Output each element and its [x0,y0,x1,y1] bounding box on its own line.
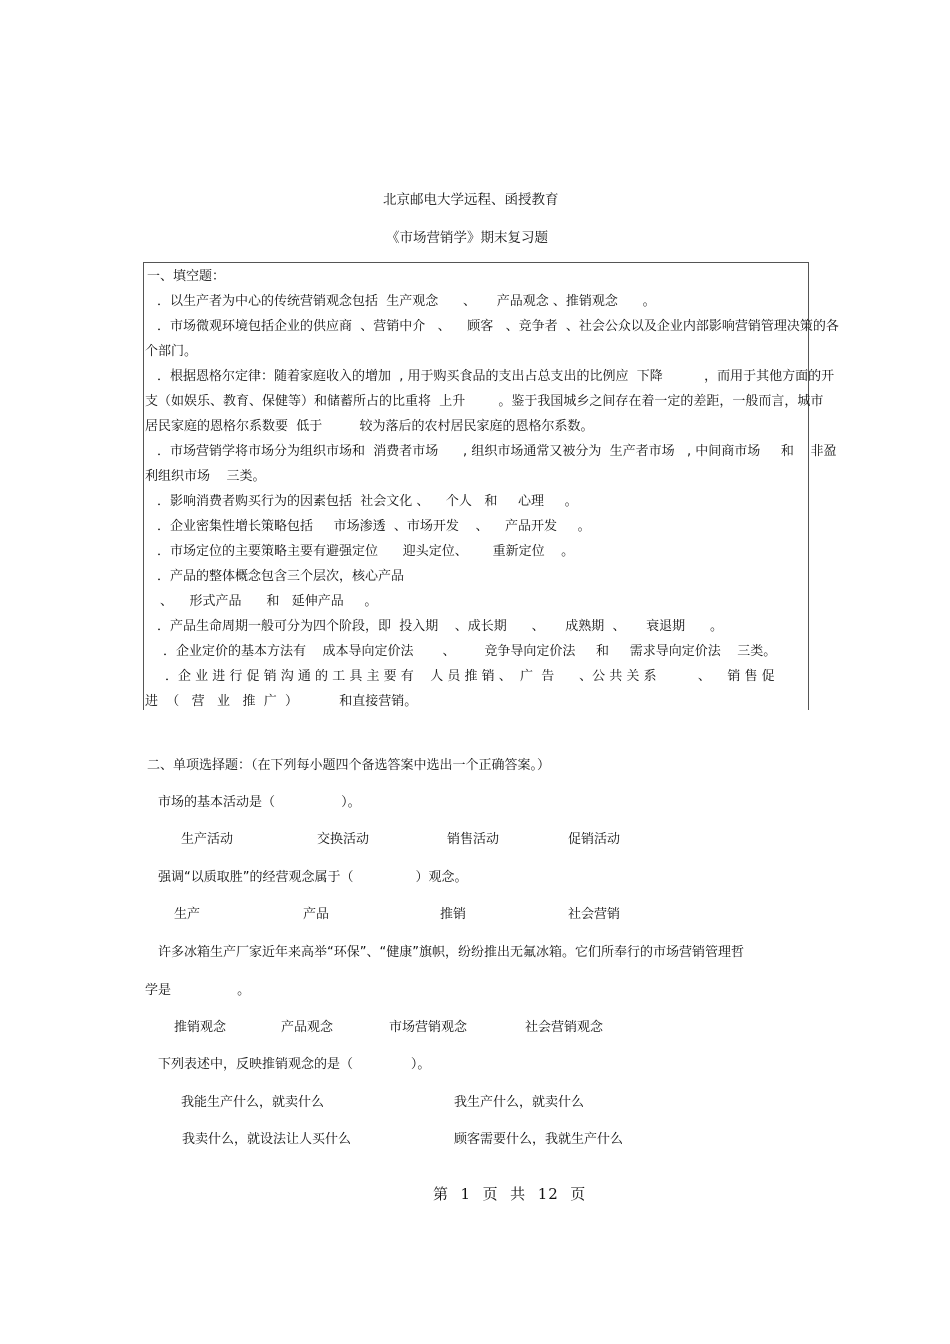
option-c: 推销 [440,907,467,922]
fill-blank-line: 个部门。 [145,344,198,359]
option-b: 产品观念 [281,1020,334,1035]
page-number: 第 1 页 共 12 页 [433,1185,587,1203]
fill-blank-line: 利组织市场 三类。 [145,469,266,484]
fill-blank-line: ．市场定位的主要策略主要有避强定位 迎头定位、 重新定位 。 [157,544,575,559]
fill-blank-line: ．产品生命周期一般可分为四个阶段，即 投入期 、成长期 、 成熟期 、 衰退期 。 [157,619,723,634]
fill-blank-line: ．企业定价的基本方法有 成本导向定价法 、 竞争导向定价法 和 需求导向定价法 三类。 [163,644,777,659]
fill-blank-line: 、 形式产品 和 延伸产品 。 [160,594,378,609]
question-stem: 许多冰箱生产厂家近年来高举“环保”、“健康”旗帜，纷纷推出无氟冰箱。它们所奉行的市场营销管理哲 [158,945,744,960]
option-a: 我能生产什么，就卖什么 [181,1095,325,1110]
fill-blank-line: ．企 业 进 行 促 销 沟 通 的 工 具 主 要 有 人 员 推 销 、 广 告 、公 共 关 系 、 销 售 促 [165,669,775,684]
option-b: 产品 [303,907,330,922]
fill-blank-line: ．影响消费者购买行为的因素包括 社会文化 、 个人 和 心理 。 [157,494,578,509]
doc-title: 北京邮电大学远程、函授教育 [383,192,559,208]
fill-blank-line: ．市场营销学将市场分为组织市场和 消费者市场 , 组织市场通常又被分为 生产者市场 , 中间商市场 和 非盈 [157,444,837,459]
option-c: 市场营销观念 [389,1020,468,1035]
doc-subtitle: 《市场营销学》期末复习题 [386,230,548,246]
fill-blank-line: ．以生产者为中心的传统营销观念包括 生产观念 、 产品观念 、推销观念 。 [157,294,656,309]
question-stem: 市场的基本活动是（ ）。 [158,795,361,810]
box-top-border [143,262,809,263]
option-b: 我生产什么，就卖什么 [454,1095,585,1110]
option-c: 我卖什么，就设法让人买什么 [182,1132,352,1147]
option-a: 生产活动 [181,832,234,847]
option-b: 交换活动 [317,832,370,847]
option-d: 社会营销观念 [525,1020,604,1035]
fill-blank-line: ．企业密集性增长策略包括 市场渗透 、市场开发 、 产品开发 。 [157,519,591,534]
option-d: 社会营销 [568,907,621,922]
section-heading-fill-blank: 一、填空题： [147,269,226,284]
fill-blank-line: ．市场微观环境包括企业的供应商 、营销中介 、 顾客 、竞争者 、社会公众以及企业内部影响营销管理决策的各 [157,319,839,334]
section-heading-single-choice: 二、单项选择题：（在下列每小题四个备选答案中选出一个正确答案。） [147,758,551,773]
option-d: 顾客需要什么，我就生产什么 [454,1132,624,1147]
fill-blank-line: ．产品的整体概念包含三个层次，核心产品 [157,569,405,584]
question-stem-continued: 学是 。 [145,983,251,998]
fill-blank-line: ．根据恩格尔定律：随着家庭收入的增加 , 用于购买食品的支出占总支出的比例应 下降 ，而用于其他方面的开 [157,369,835,384]
option-d: 促销活动 [568,832,621,847]
question-stem: 下列表述中，反映推销观念的是（ ）。 [158,1057,431,1072]
option-a: 推销观念 [174,1020,227,1035]
question-stem: 强调“以质取胜”的经营观念属于（ ）观念。 [158,870,468,885]
option-a: 生产 [174,907,201,922]
fill-blank-line: 支（如娱乐、教育、保健等）和储蓄所占的比重将 上升 。鉴于我国城乡之间存在着一定的差距，一般而言，城市 [145,394,824,409]
box-left-border [143,262,144,710]
option-c: 销售活动 [447,832,500,847]
fill-blank-line: 居民家庭的恩格尔系数要 低于 较为落后的农村居民家庭的恩格尔系数。 [145,419,594,434]
fill-blank-line: 进 （ 营 业 推 广 ） 和直接营销。 [145,694,418,709]
